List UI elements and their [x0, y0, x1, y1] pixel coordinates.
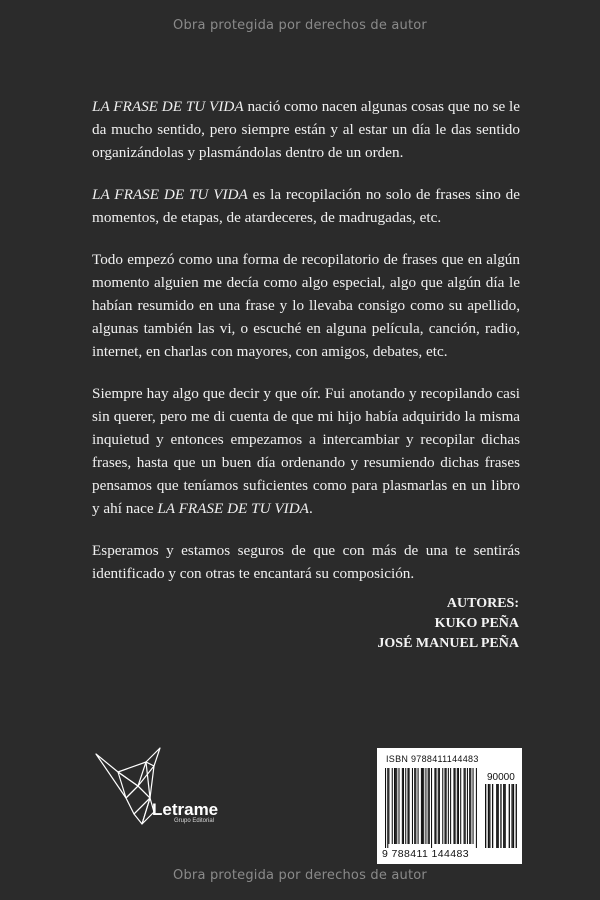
- barcode-bar: [450, 768, 451, 844]
- barcode-bar: [444, 768, 445, 844]
- paragraph-1: [92, 95, 520, 164]
- barcode-bar: [438, 768, 439, 844]
- barcode-bar: [465, 768, 466, 844]
- barcode-bar: [429, 768, 430, 844]
- barcode-bar: [385, 768, 386, 848]
- book-title-italic: LA FRASE DE TU VIDA: [92, 186, 248, 203]
- barcode-addon-bar: [489, 784, 490, 848]
- paragraph-4-end: .: [308, 500, 313, 517]
- barcode-addon-bar: [496, 784, 497, 848]
- barcode-bar: [458, 768, 459, 844]
- barcode-bar: [423, 768, 424, 844]
- barcode-bar: [407, 768, 408, 844]
- book-title-italic: LA FRASE DE TU VIDA: [92, 98, 244, 115]
- barcode-addon-bar: [513, 784, 514, 848]
- barcode-bar: [476, 768, 477, 848]
- barcode-bar: [392, 768, 393, 844]
- paragraph-2-text: es la recopilación no solo de frases sino de momentos, de etapas, de atardeceres, de madrugadas, etc.: [92, 186, 520, 226]
- barcode-bar: [388, 768, 389, 844]
- barcode-bar: [446, 768, 447, 844]
- barcode-bar: [422, 768, 423, 844]
- barcode-bar: [409, 768, 410, 844]
- barcode-bar: [442, 768, 443, 844]
- barcode-bar: [394, 768, 395, 844]
- publisher-subtitle: Grupo Editorial: [174, 818, 215, 824]
- barcode-bars: [377, 748, 522, 864]
- barcode-bar: [425, 768, 426, 844]
- barcode-bar: [467, 768, 468, 844]
- paragraph-2: [92, 183, 520, 229]
- barcode-bar: [412, 768, 413, 844]
- barcode-bar: [398, 768, 399, 844]
- barcode-addon-bar: [511, 784, 512, 848]
- barcode-bar: [421, 768, 422, 844]
- barcode-bar: [460, 768, 461, 844]
- barcode-bar: [464, 768, 465, 844]
- back-cover-text: [92, 95, 520, 585]
- watermark-top: Obra protegida por derechos de autor: [173, 18, 427, 33]
- barcode-bar: [395, 768, 396, 844]
- watermark-bottom: Obra protegida por derechos de autor: [173, 868, 427, 883]
- barcode-bar: [435, 768, 436, 844]
- barcode-addon-bar: [504, 784, 505, 848]
- barcode-addon-bar: [516, 784, 517, 848]
- barcode-bar: [453, 768, 454, 844]
- barcode-bar: [455, 768, 456, 844]
- barcode-ean-digits: 9 788411 144483: [382, 848, 469, 860]
- barcode-addon-bar: [488, 784, 489, 848]
- isbn-label: ISBN 9788411144483: [386, 754, 479, 764]
- authors-heading: AUTORES:: [446, 596, 519, 611]
- author-name: KUKO PEÑA: [434, 616, 519, 631]
- barcode-bar: [387, 768, 388, 848]
- barcode-bar: [439, 768, 440, 844]
- barcode-bar: [414, 768, 415, 844]
- barcode-addon-bar: [498, 784, 499, 848]
- barcode-addon-bar: [492, 784, 493, 848]
- barcode-addon-digits: 90000: [487, 772, 515, 783]
- paragraph-4: [92, 382, 520, 520]
- barcode-bar: [473, 768, 474, 844]
- barcode-bar: [396, 768, 397, 844]
- barcode-addon-bar: [500, 784, 501, 848]
- authors-block: [377, 594, 519, 654]
- paragraph-4-text: Siempre hay algo que decir y que oír. Fui anotando y recopilando casi sin querer, pero me di cuenta de que mi hijo había adquirido la misma inquietud y entonces empezamos a intercambiar y recopilar dichas frases, hasta que un buen día ordenando y resumiendo dichas frases pensamos que teníamos suficientes como para plasmarlas en un libro y ahí nace: [92, 385, 520, 517]
- barcode-bar: [403, 768, 404, 844]
- publisher-name: Letrame: [152, 800, 219, 819]
- barcode-bar: [469, 768, 470, 844]
- paragraph-1-text: nació como nacen algunas cosas que no se le da mucho sentido, pero siempre están y al estar un día le das sentido organizándolas y plasmándolas dentro de un orden.: [92, 98, 520, 161]
- barcode-addon-bar: [503, 784, 504, 848]
- barcode-bar: [418, 768, 419, 844]
- barcode-bar: [405, 768, 406, 844]
- barcode-bar: [434, 768, 435, 844]
- barcode-bar: [457, 768, 458, 844]
- barcode-bar: [470, 768, 471, 844]
- barcode-bar: [431, 768, 432, 848]
- barcode-addon-bar: [509, 784, 510, 848]
- paragraph-5: Esperamos y estamos seguros de que con más de una te sentirás identificado y con otras te encantará su composición.: [92, 542, 520, 582]
- barcode-bar: [428, 768, 429, 844]
- barcode: [377, 748, 522, 864]
- paragraph-3: Todo empezó como una forma de recopilatorio de frases que en algún momento alguien me decía como algo especial, algo que algún día le habían resumido en una frase y lo llevaba consigo como su apellido, algunas también las vi, o escuché en alguna película, canción, radio, internet, en charlas con mayores, con amigos, debates, etc.: [92, 251, 520, 360]
- author-name: JOSÉ MANUEL PEÑA: [377, 636, 519, 651]
- book-title-italic: LA FRASE DE TU VIDA: [157, 500, 309, 517]
- barcode-bar: [415, 768, 416, 844]
- barcode-bar: [402, 768, 403, 844]
- origami-bird-icon: [88, 742, 228, 842]
- barcode-bar: [448, 768, 449, 844]
- barcode-addon-bar: [485, 784, 486, 848]
